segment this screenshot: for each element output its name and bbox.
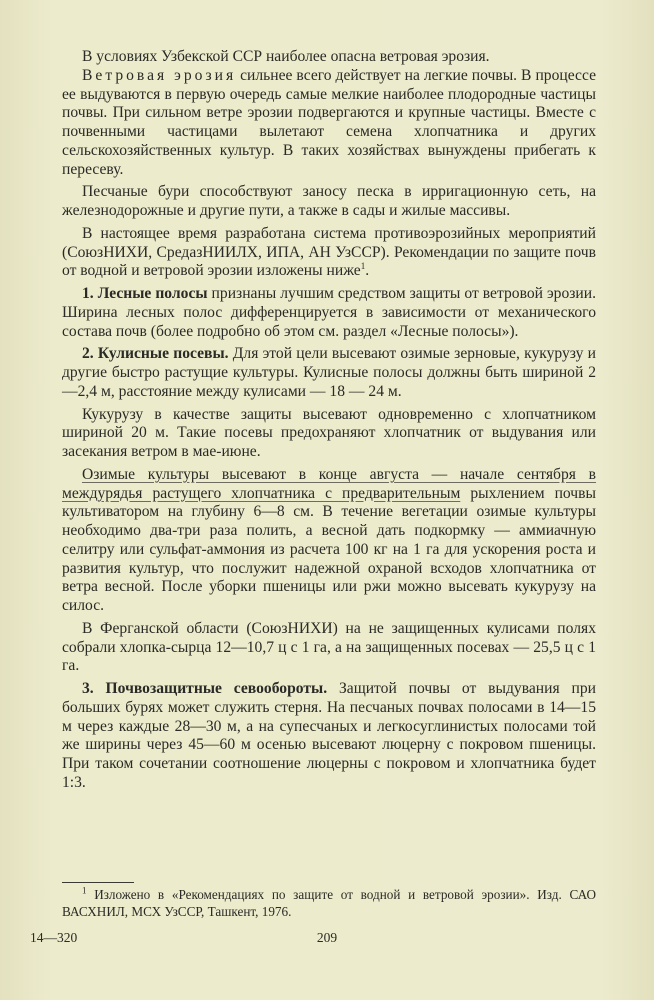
paragraph-3: Песчаные бури способствуют заносу песка в ирригационную сеть, на железнодорожные и другие пути, а также в сады и жилые массивы. <box>62 183 596 219</box>
page-number: 209 <box>316 930 338 945</box>
paragraph-forest-strips <box>62 285 596 341</box>
paragraph-4-end: . <box>365 262 370 280</box>
section-heading-crop-rotation: 3. Почвозащитные севообороты. <box>82 680 328 697</box>
paragraph-2-text: сильнее всего действует на легкие почвы. В процессе ее выдуваются в первую очередь самые мелкие наиболее плодородные частицы почвы. При сильном ветре эрозии подвергаются и крупные частицы. Вместе с почвенными частицами вылетают семена хлопчатника и других сельскохозяйственных культур. В таких хозяйствах вынуждены прибегать к пересеву. <box>62 66 596 178</box>
footnote-mark: 1 <box>82 885 87 896</box>
main-text <box>62 48 596 793</box>
paragraph-10-text: Защитой почвы от выдувания при больших бурях может служить стерня. На песчаных почвах полосами в 14—15 м через каждые 28—30 м, а на супесчаных и легкосуглинистых полосами той же ширины через 45—60 м осенью высевают люцерну с покровом пшеницы. При таком сочетании соотношение люцерны с покровом и хлопчатника будет 1:3. <box>62 680 597 791</box>
footnote-divider <box>62 882 134 883</box>
spaced-term: Ветровая эрозия <box>82 66 237 84</box>
paragraph-6-text: Для этой цели высевают озимые зерновые, кукурузу и другие быстро растущие культуры. Кулисные полосы должны быть шириной 2—2,4 м, расстояние между кулисами — 18 — 24 м. <box>62 345 596 400</box>
underlined-passage: Озимые культуры высевают в конце августа — начале сентября в междурядья растущего хлопчатника с предварительным <box>62 465 596 502</box>
footnote-text <box>62 886 596 920</box>
paragraph-1: В условиях Узбекской ССР наиболее опасна ветровая эрозия. <box>82 48 490 65</box>
paragraph-7: Кукурузу в качестве защиты высевают одновременно с хлопчатником шириной 20 м. Такие посевы предохраняют хлопчатник от выдувания или засекания ветром в мае-июне. <box>62 405 596 460</box>
paragraph-4 <box>62 225 596 281</box>
paragraph-9: В Ферганской области (СоюзНИХИ) на не защищенных кулисами полях собрали хлопка-сырца 12—10,7 ц с 1 га, а на защищенных посевах — 25,5 ц с 1 га. <box>62 619 596 675</box>
paragraph-8-text: рыхлением почвы культиватором на глубину 6—8 см. В течение вегетации озимые культуры необходимо два-три раза полить, а весной дать подкормку — аммиачную селитру или сульфат-аммония из расчета 100 кг на 1 га для ускорения роста и развития культур, что послужит надежной охраной всходов хлопчатника от ветра весной. После уборки пшеницы или ржи можно высевать кукурузу на силос. <box>62 484 596 614</box>
paragraph-5-text: признаны лучшим средством защиты от ветровой эрозии. Ширина лесных полос дифференцируется в зависимости от механического состава почв (более подробно об этом см. раздел «Лесные полосы»). <box>62 285 597 340</box>
footnote <box>62 886 596 920</box>
printer-signature: 14—320 <box>30 930 78 945</box>
paragraph-crop-rotation <box>62 680 596 793</box>
section-heading-forest-strips: 1. Лесные полосы <box>82 285 208 302</box>
paragraph-2 <box>62 67 596 180</box>
footnote-reference: 1 <box>360 261 366 272</box>
paragraph-wing-crops <box>62 345 596 401</box>
section-heading-wing-crops: 2. Кулисные посевы. <box>82 345 229 363</box>
paragraph-8 <box>62 466 596 616</box>
paragraph-4-text: В настоящее время разработана система противоэрозийных мероприятий (СоюзНИХИ, СредазНИИЛХ, ИПА, АН УзССР). Рекомендации по защите почв от водной и ветровой эрозии изложены ниже <box>62 224 596 280</box>
footnote-body: Изложено в «Рекомендациях по защите от водной и ветровой эрозии». Изд. САО ВАСХНИЛ, МСХ УзССР, Ташкент, 1976. <box>62 887 596 919</box>
